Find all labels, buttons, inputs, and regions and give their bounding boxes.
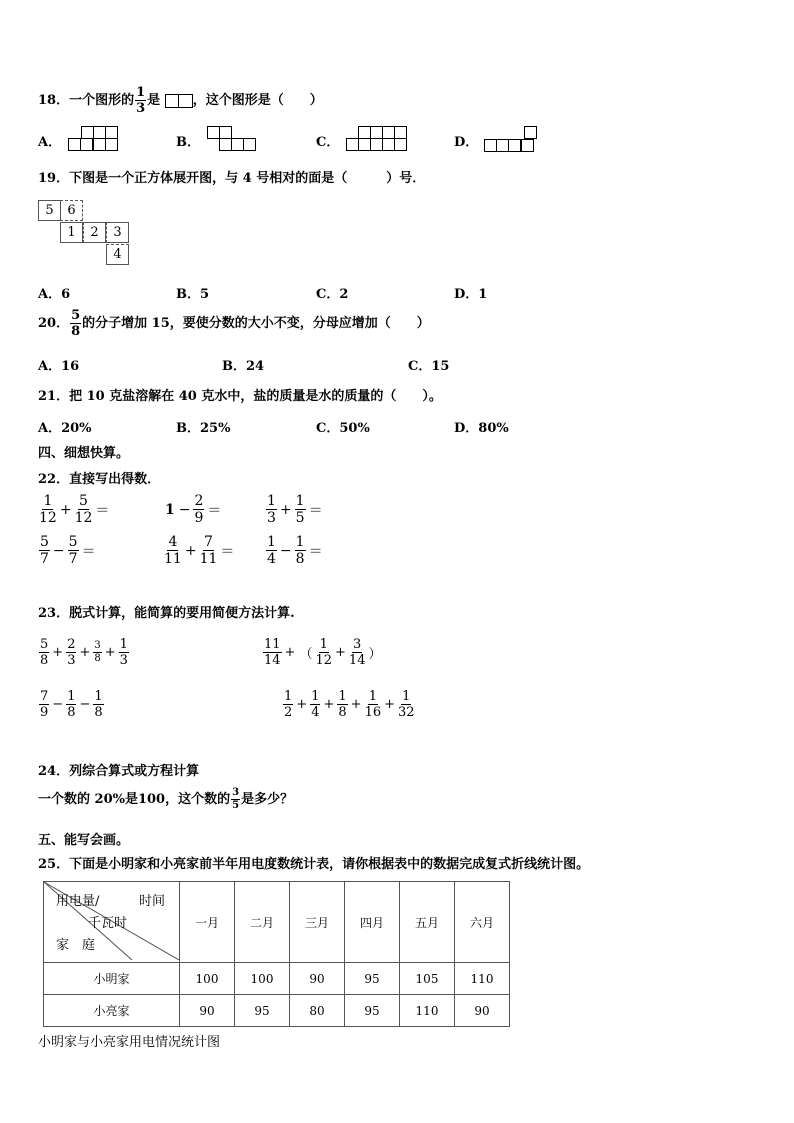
section-five-heading: 五、能写会画。 xyxy=(38,833,130,848)
fraction: $\frac{5}{8}$ xyxy=(71,308,81,339)
net-face: 6 xyxy=(60,200,83,221)
two-square-figure xyxy=(165,94,193,108)
header-time-label: 时间 xyxy=(139,894,166,909)
q24-question: 24．列综合算式或方程计算 xyxy=(38,764,200,779)
q24-problem: 一个数的 20%是100，这个数的 $\frac{3}{5}$ 是多少？ xyxy=(38,787,294,811)
usage-cell: 90 xyxy=(455,995,510,1027)
usage-cell: 95 xyxy=(235,995,290,1027)
q23-expr-2: $\frac{11}{14}$ + （ $\frac{1}{12}$ + $\frac{3}{14}$ ） xyxy=(264,637,382,668)
q23-expr-3: $\frac{7}{9}$ − $\frac{1}{8}$ − $\frac{1}{8}$ xyxy=(40,689,103,720)
q19-option-b[interactable]: B．5 xyxy=(176,287,210,302)
family-name: 小明家 xyxy=(44,963,180,995)
usage-cell: 95 xyxy=(345,963,400,995)
header-usage-label: 用电量/ xyxy=(56,894,100,909)
fraction: $\frac{3}{5}$ xyxy=(232,787,240,811)
q22-expr-4: $\frac{5}{7}$ − $\frac{5}{7}$ ＝ xyxy=(40,534,96,567)
family-name: 小亮家 xyxy=(44,995,180,1027)
q22-expr-2: 1 − $\frac{2}{9}$ ＝ xyxy=(165,493,222,526)
q18-option-b[interactable]: B． xyxy=(176,135,200,150)
usage-cell: 100 xyxy=(180,963,235,995)
fraction: $\frac{1}{3}$ xyxy=(136,85,146,116)
q20-question: 20． $\frac{5}{8}$ 的分子增加 15，要使分数的大小不变，分母应增加（ ） xyxy=(38,308,430,339)
usage-cell: 105 xyxy=(400,963,455,995)
q18-option-a[interactable]: A． xyxy=(38,135,62,150)
q21-question: 21．把 10 克盐溶解在 40 克水中，盐的质量是水的质量的（ ）。 xyxy=(38,389,442,404)
month-header: 五月 xyxy=(400,882,455,963)
q22-expr-6: $\frac{1}{4}$ − $\frac{1}{8}$ ＝ xyxy=(267,534,323,567)
table-row xyxy=(44,963,510,995)
usage-cell: 110 xyxy=(455,963,510,995)
q22-question: 22．直接写出得数． xyxy=(38,472,161,487)
q23-question: 23．脱式计算，能简算的要用简便方法计算. xyxy=(38,606,295,621)
header-home-label: 家 庭 xyxy=(56,938,96,953)
q22-expr-5: $\frac{4}{11}$ + $\frac{7}{11}$ ＝ xyxy=(164,534,235,567)
q18-option-c[interactable]: C． xyxy=(316,135,340,150)
usage-cell: 80 xyxy=(290,995,345,1027)
q21-option-d[interactable]: D．80% xyxy=(454,421,509,436)
usage-cell: 100 xyxy=(235,963,290,995)
month-header: 六月 xyxy=(455,882,510,963)
q23-expr-4: $\frac{1}{2}$ + $\frac{1}{4}$ + $\frac{1}{8}$ + $\frac{1}{16}$ + $\frac{1}{32}$ xyxy=(284,689,415,720)
q20-option-c[interactable]: C．15 xyxy=(408,359,450,374)
section-four-heading: 四、细想快算。 xyxy=(38,446,130,461)
net-face: 4 xyxy=(106,244,129,265)
month-header: 二月 xyxy=(235,882,290,963)
q21-option-c[interactable]: C．50% xyxy=(316,421,370,436)
month-header: 四月 xyxy=(345,882,400,963)
q21-option-b[interactable]: B．25% xyxy=(176,421,231,436)
q25-question: 25．下面是小明家和小亮家前半年用电度数统计表，请你根据表中的数据完成复式折线统计图。 xyxy=(38,857,590,872)
header-unit-label: 千瓦时 xyxy=(88,916,128,931)
electricity-usage-table xyxy=(43,881,510,1027)
usage-cell: 90 xyxy=(290,963,345,995)
month-header: 一月 xyxy=(180,882,235,963)
net-face: 2 xyxy=(83,222,106,243)
usage-cell: 90 xyxy=(180,995,235,1027)
net-face: 3 xyxy=(106,222,129,243)
q22-expr-1: $\frac{1}{12}$ + $\frac{5}{12}$ ＝ xyxy=(39,493,110,526)
chart-title: 小明家与小亮家用电情况统计图 xyxy=(38,1035,221,1050)
q20-option-b[interactable]: B．24 xyxy=(222,359,265,374)
table-header-diagonal-cell xyxy=(44,882,180,963)
q18-question: 18．一个图形的 $\frac{1}{3}$ 是 ，这个图形是（ ） xyxy=(38,85,323,116)
q20-option-a[interactable]: A．16 xyxy=(38,359,80,374)
q18-option-d[interactable]: D． xyxy=(454,135,479,150)
table-row xyxy=(44,995,510,1027)
usage-cell: 95 xyxy=(345,995,400,1027)
q19-option-d[interactable]: D．1 xyxy=(454,287,488,302)
q19-option-c[interactable]: C．2 xyxy=(316,287,349,302)
q19-question: 19．下图是一个正方体展开图，与 4 号相对的面是（ ）号． xyxy=(38,171,426,186)
month-header: 三月 xyxy=(290,882,345,963)
net-face: 1 xyxy=(60,222,83,243)
net-face: 5 xyxy=(38,200,61,221)
q22-expr-3: $\frac{1}{3}$ + $\frac{1}{5}$ ＝ xyxy=(267,493,323,526)
q23-expr-1: $\frac{5}{8}$ + $\frac{2}{3}$ + $\frac{3}{8}$ + $\frac{1}{3}$ xyxy=(40,637,128,668)
q21-option-a[interactable]: A．20% xyxy=(38,421,92,436)
q19-option-a[interactable]: A．6 xyxy=(38,287,71,302)
usage-cell: 110 xyxy=(400,995,455,1027)
